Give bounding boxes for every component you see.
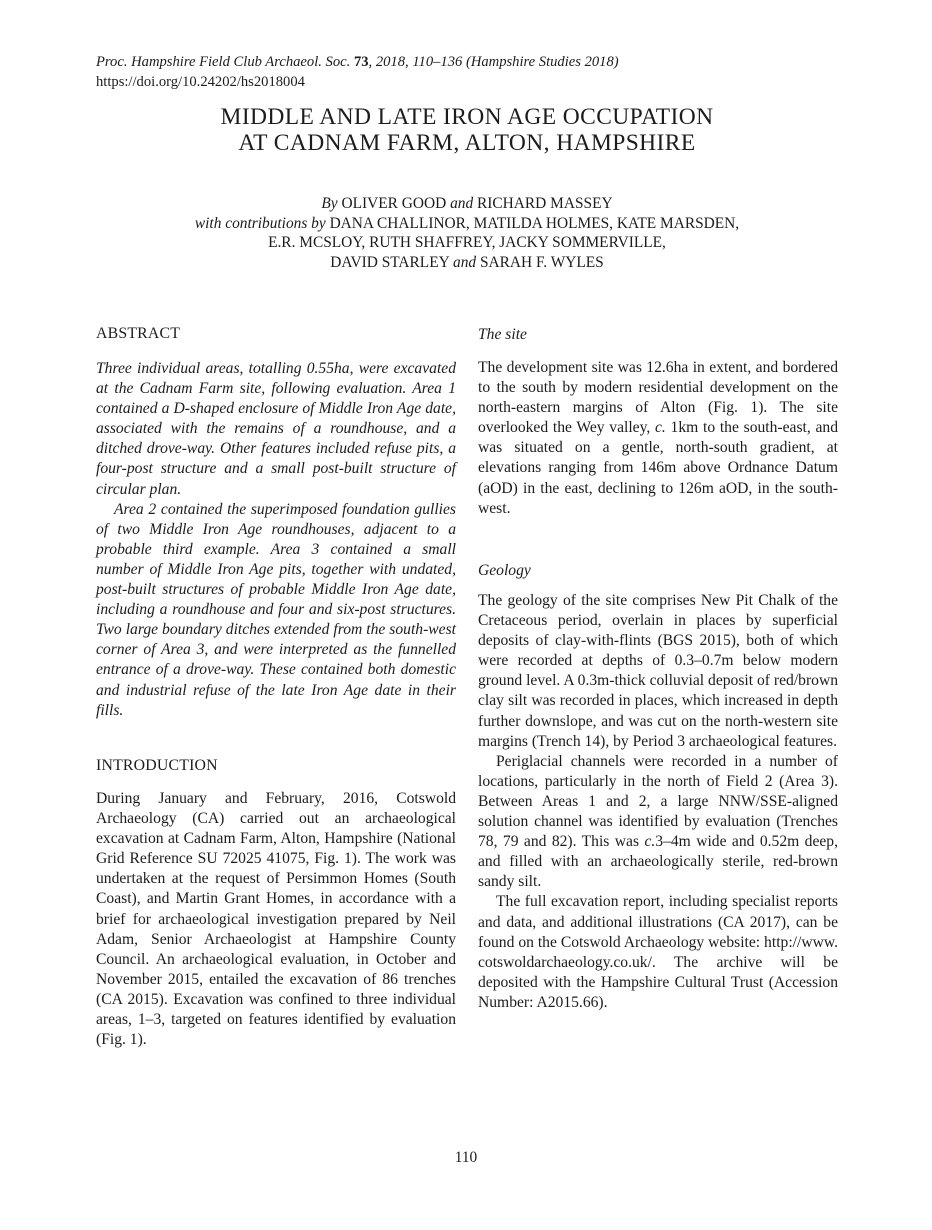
- journal-volume: 73: [353, 54, 369, 70]
- geology-paragraph-2: [478, 752, 838, 893]
- author-line-1: [96, 194, 838, 214]
- journal-year-pages: , 2018, 110–136 (Hampshire Studies 2018): [368, 54, 619, 70]
- site-text-b: 1km to the south-east, and was situated on a gentle, north-south gradient, at elevations ranging from 146m above Ordnance Datum (aOD) in the east, declining to 126m aOD, in the south-west.: [478, 419, 838, 517]
- and-label: and: [450, 195, 474, 212]
- site-body: [478, 358, 838, 519]
- title-line-1: MIDDLE AND LATE IRON AGE OCCUPATION: [220, 104, 714, 130]
- author-block: [96, 194, 838, 272]
- contributors-1: DANA CHALLINOR, MATILDA HOLMES, KATE MARSDEN,: [329, 214, 740, 232]
- page-number: 110: [454, 1149, 478, 1166]
- author-massey: RICHARD MASSEY: [477, 195, 613, 212]
- geology-paragraph-1: The geology of the site comprises New Pit Chalk of the Cretaceous period, overlain in places by superficial deposits of clay-with-flints (BGS 2015), both of which were recorded at depths of 0.3–0.7m below modern ground level. A 0.3m-thick colluvial deposit of red/brown clay silt was recorded in places, which increased in depth further downslope, and was cut on the north-western site margins (Trench 14), by Period 3 archaeological features.: [478, 592, 838, 750]
- author-line-4: [96, 253, 838, 273]
- site-heading: The site: [478, 326, 527, 343]
- site-paragraph-1: [478, 358, 838, 519]
- geology-text-a: Periglacial channels were recorded in a number of locations, particularly in the north of Field 2 (Area 3). Between Areas 1 and 2, a large NNW/SSE-aligned solution channel was identified by evaluation (Trenches 78, 79 and 82). This was: [478, 752, 838, 851]
- contributor-wyles: SARAH F. WYLES: [479, 253, 604, 271]
- geology-paragraph-3: The full excavation report, including specialist reports and data, and additional illustrations (CA 2017), can be found on the Cotswold Archaeology website: http://www. cotswoldarchaeology.co.uk/. The archive will be deposited with the Hampshire Cultural Trust (Accession Number: A2015.66).: [478, 893, 838, 1011]
- geology-text-b: 3–4m wide and 0.52m deep, and filled with an archaeologically sterile, red-brown sandy silt.: [478, 833, 838, 891]
- abstract-paragraph-1: Three individual areas, totalling 0.55ha, were excavated at the Cadnam Farm site, following evaluation. Area 1 contained a D-shaped enclosure of Middle Iron Age date, associated with the remains of a roundhouse, and a ditched drove-way. Other features included refuse pits, a four-post structure and a small post-built structure of circular plan.: [96, 360, 456, 498]
- site-text-a: The development site was 12.6ha in extent, and bordered to the south by modern residential development on the north-eastern margins of Alton (Fig. 1). The site overlooked the Wey valley,: [478, 359, 838, 437]
- doi-link[interactable]: https://doi.org/10.24202/hs2018004: [96, 74, 305, 90]
- article-title: [96, 104, 838, 156]
- abstract-body: [96, 359, 456, 721]
- introduction-heading: INTRODUCTION: [96, 757, 218, 774]
- introduction-paragraph-1: During January and February, 2016, Cotswold Archaeology (CA) carried out an archaeological excavation at Cadnam Farm, Alton, Hampshire (National Grid Reference SU 72025 41075, Fig. 1). The work was undertaken at the request of Persimmon Homes (South Coast), and Martin Grant Homes, in accordance with a brief for archaeological investigation prepared by Neil Adam, Senior Archaeologist at Hampshire County Council. An archaeological evaluation, in October and November 2015, entailed the excavation of 86 trenches (CA 2015). Excavation was confined to three individual areas, 1–3, targeted on features identified by evaluation (Fig. 1).: [96, 790, 456, 1049]
- introduction-body: [96, 789, 456, 1050]
- contributor-starley: DAVID STARLEY: [330, 253, 450, 271]
- contributions-label: with contributions by: [194, 214, 326, 232]
- journal-name: Proc. Hampshire Field Club Archaeol. Soc.: [96, 54, 351, 70]
- geology-body: [478, 591, 838, 1013]
- geology-heading: Geology: [478, 562, 531, 579]
- and-label-2: and: [453, 253, 477, 271]
- abstract-paragraph-2: Area 2 contained the superimposed foundation gullies of two Middle Iron Age roundhouses, adjacent to a probable third example. Area 3 contained a small number of Middle Iron Age pits, together with undated, post-built structures of probable Middle Iron Age date, including a roundhouse and four and six-post structures. Two large boundary ditches extended from the south-west corner of Area 3, and were interpreted as the funnelled entrance of a drove-way. These contained both domestic and industrial refuse of the late Iron Age date in their fills.: [96, 500, 456, 719]
- title-line-2: AT CADNAM FARM, ALTON, HAMPSHIRE: [238, 130, 696, 156]
- circa-abbrev: c.: [655, 419, 666, 437]
- abstract-heading: ABSTRACT: [96, 325, 181, 342]
- author-line-2: [96, 214, 838, 234]
- author-line-3: E.R. MCSLOY, RUTH SHAFFREY, JACKY SOMMERVILLE,: [268, 234, 666, 252]
- author-good: OLIVER GOOD: [341, 195, 447, 212]
- circa-abbrev-2: c.: [644, 833, 656, 851]
- journal-citation: [96, 53, 619, 72]
- by-label: By: [321, 195, 338, 212]
